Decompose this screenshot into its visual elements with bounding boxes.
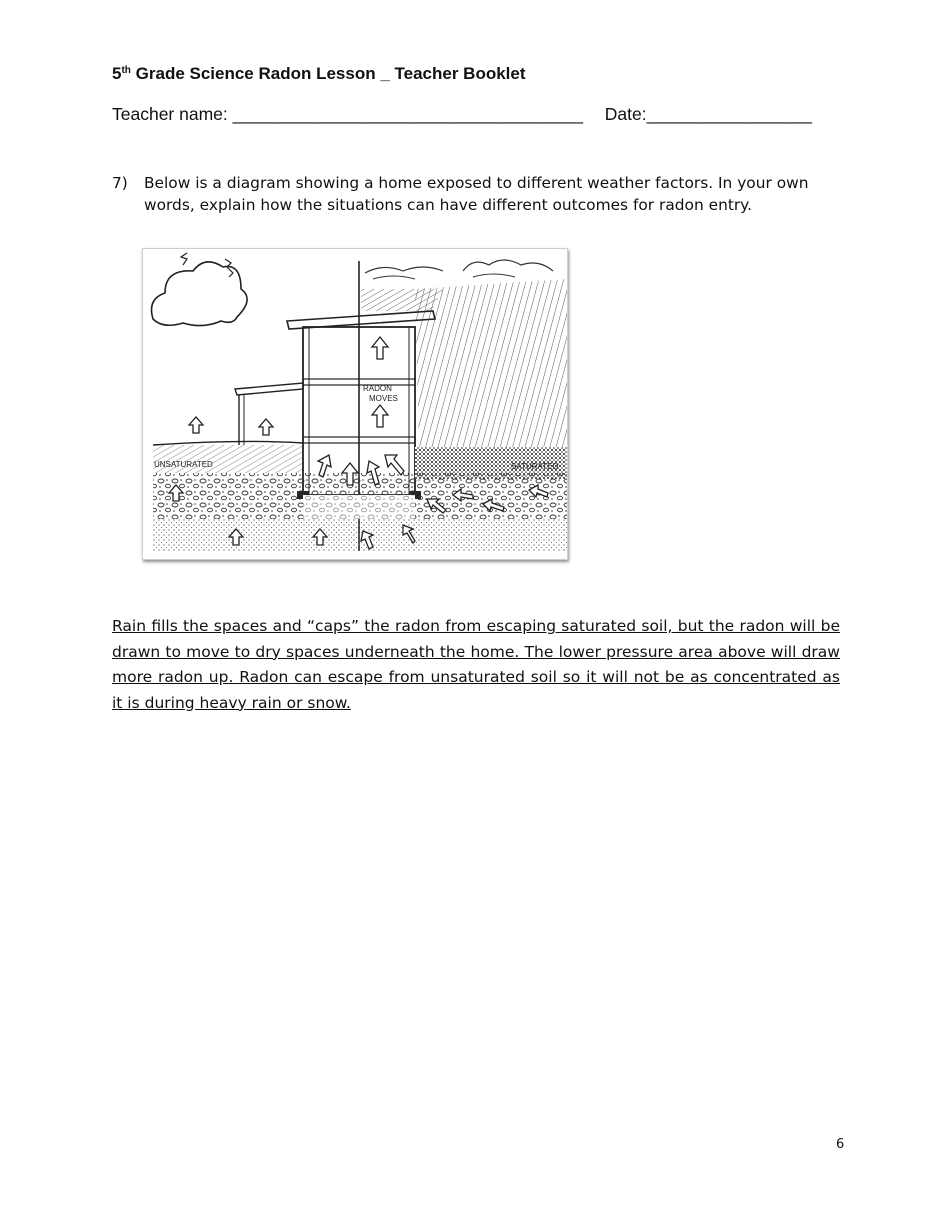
porch-roof <box>235 383 303 395</box>
answer-text: Rain fills the spaces and “caps” the radon from escaping saturated soil, but the radon will be drawn to move to dry spaces underneath the home. The lower pressure area above will draw more radon up. Radon can escape from unsaturated soil so it will not be as concentrated as it is during heavy rain or snow. <box>112 617 840 712</box>
rain-area <box>415 279 567 454</box>
up-arrow-icon <box>372 405 388 427</box>
unsaturated-label: UNSATURATED <box>154 460 213 469</box>
page-number: 6 <box>836 1137 845 1152</box>
diagonal-arrow-icon <box>385 455 404 475</box>
up-arrow-icon <box>259 419 273 435</box>
question-number: 7) <box>112 174 128 192</box>
title-text: Grade Science Radon Lesson _ Teacher Booklet <box>130 64 526 83</box>
diagram-svg <box>143 249 567 559</box>
date-field[interactable]: Date:_________________ <box>604 104 813 124</box>
page-title <box>112 64 526 84</box>
question-text: Below is a diagram showing a home exposed to different weather factors. In your own words, explain how the situations can have different outcomes for radon entry. <box>144 174 809 214</box>
up-arrow-icon <box>372 337 388 359</box>
title-grade: 5 <box>112 64 122 83</box>
radon-weather-diagram <box>142 248 568 560</box>
radon-label-1: RADON <box>363 384 392 393</box>
teacher-date-line <box>112 104 812 125</box>
teacher-name-field[interactable]: Teacher name: ____________________________________ <box>112 104 583 124</box>
question-7 <box>112 172 832 216</box>
saturated-label: SATURATED <box>511 462 559 471</box>
up-arrow-icon <box>189 417 203 433</box>
cloud-icon <box>152 262 248 326</box>
radon-label-2: MOVES <box>369 394 398 403</box>
storm-cloud-icon <box>463 260 553 271</box>
title-superscript: th <box>121 65 131 76</box>
